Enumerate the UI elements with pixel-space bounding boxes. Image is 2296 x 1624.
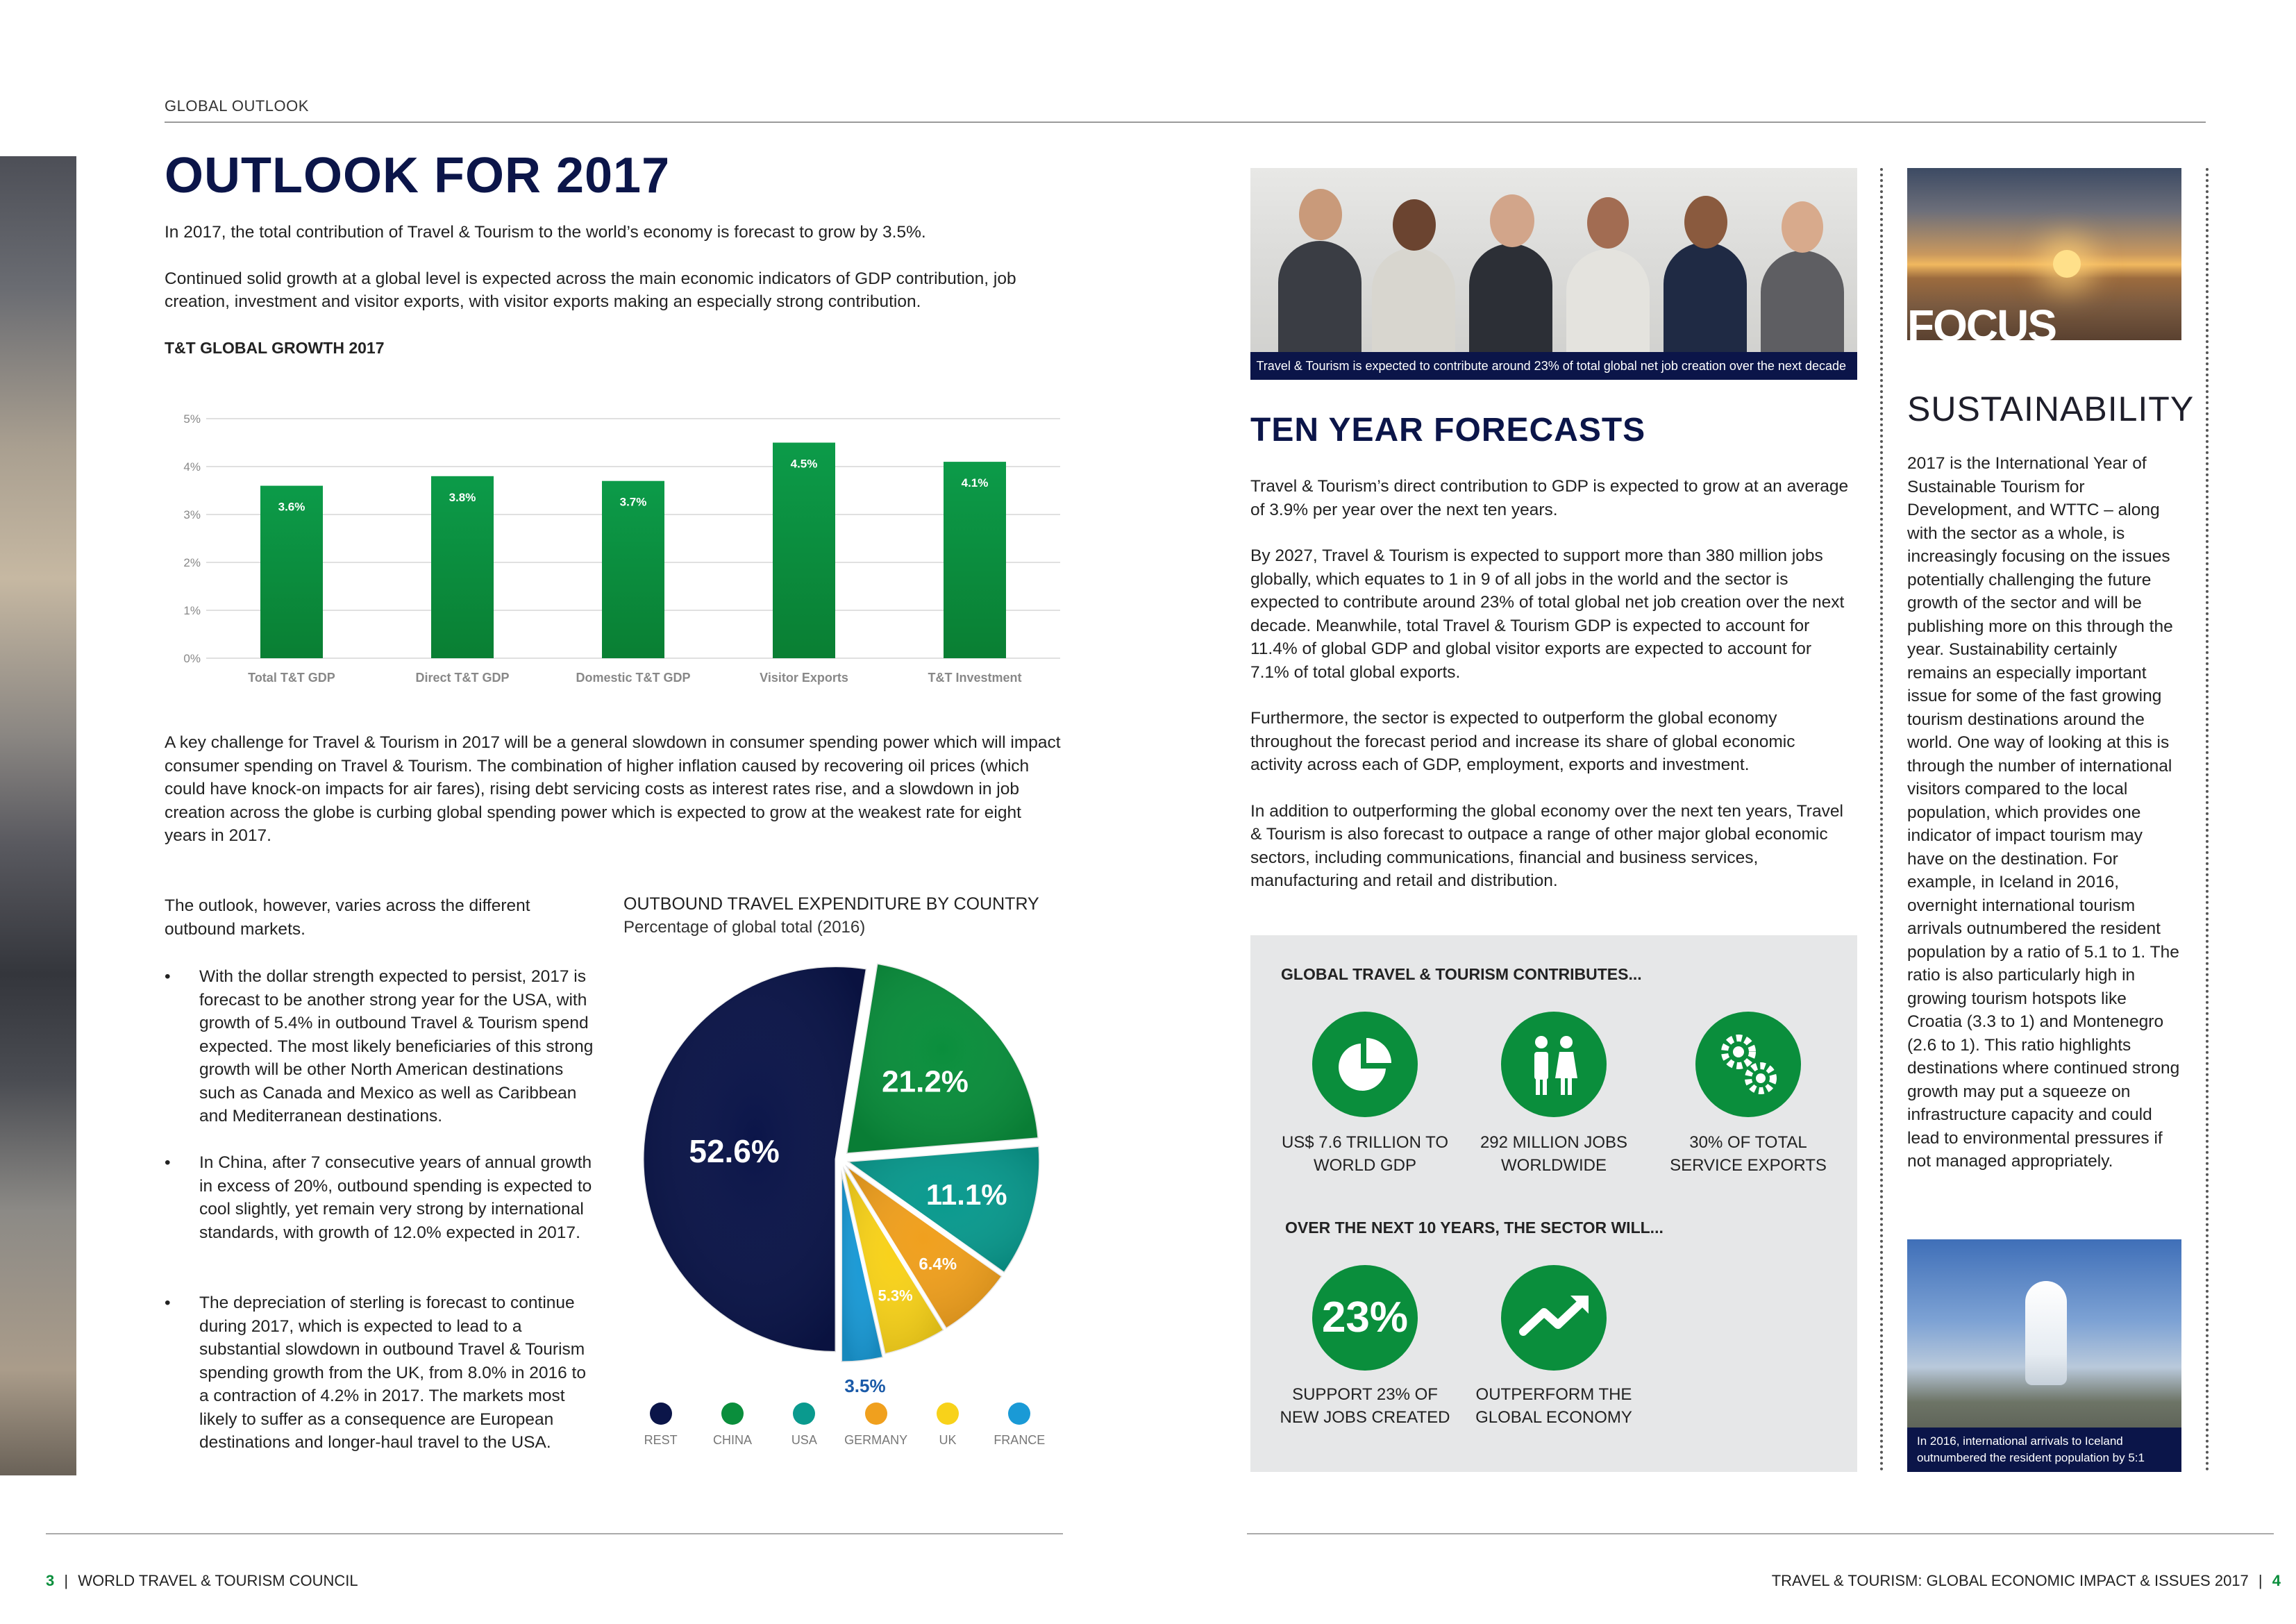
legend-label: GERMANY [844,1433,908,1447]
y-tick-label: 1% [183,604,201,617]
gears-icon [1695,1012,1801,1117]
bar [773,443,835,659]
y-tick-label: 0% [183,652,201,665]
pie-value-label: 5.3% [878,1287,913,1305]
person-head [1299,189,1342,240]
pie-slice-shade [846,963,1039,1153]
bar-category-label: T&T Investment [928,671,1022,685]
bullet-dot: • [165,1153,171,1172]
stat-jobs-line2: WORLDWIDE [1501,1156,1607,1175]
stats-heading-next10: OVER THE NEXT 10 YEARS, THE SECTOR WILL... [1285,1219,1664,1237]
bar-value-label: 3.8% [449,490,476,504]
legend-swatch [650,1403,672,1425]
legend-label: CHINA [712,1433,752,1447]
pie-legend [625,1403,1055,1451]
person-head [1393,199,1436,251]
bullet-uk-text: The depreciation of sterling is forecast to continue during 2017, which is expected to lead to a substantial slowdown in outbound Travel & Tourism spending growth from the UK, from 8.0% in 2016 to a contraction of 4.2% in 2017. The markets most likely to suffer as a consequence are European destinations and longer-haul travel to the USA. [199,1294,586,1452]
bullet-usa [165,965,595,1128]
footer-publisher: WORLD TRAVEL & TOURISM COUNCIL [78,1572,358,1589]
focus-heading: SUSTAINABILITY [1907,390,2195,428]
footer-rule-right [1247,1533,2274,1534]
people-icon [1501,1012,1607,1117]
stat-jobs-line1: 292 MILLION JOBS [1480,1133,1628,1152]
footer-right [1772,1572,2281,1590]
person-head [1490,194,1534,247]
pie-value-label: 52.6% [689,1132,780,1169]
pie-value-label: 3.5% [844,1375,886,1397]
focus-tag: FOCUS [1907,301,2056,351]
legend-item [977,1403,1062,1448]
pie-chart-subtitle: Percentage of global total (2016) [623,918,866,937]
bullet-uk [165,1291,595,1455]
challenge-paragraph: A key challenge for Travel & Tourism in 2017 will be a general slowdown in consumer spending power which will impact consumer spending on Travel & Tourism. The combination of higher inflation caused by recovering oil prices (which could have knock-on impacts for air fares), rising debt servicing costs as interest rates rise, and a slowdown in job creation across the globe is curbing global spending power which is expected to grow at the weakest rate for eight years in 2017. [165,733,1061,845]
pie-value-label: 11.1% [925,1178,1007,1211]
photo-caption: Travel & Tourism is expected to contribute around 23% of total global net job creation over the next decade [1250,352,1857,380]
forecast-paragraph-4: In addition to outperforming the global economy over the next ten years, Travel & Tourism is also forecast to outpace a range of other major global economic sectors, including communications, financial and business services, manufacturing and retail and distribution. [1250,801,1843,890]
legend-swatch [793,1403,815,1425]
stat-outperform-line2: GLOBAL ECONOMY [1475,1408,1632,1427]
bar-value-label: 3.7% [619,495,647,509]
legend-label: UK [939,1433,957,1447]
bullet-dot: • [165,1294,171,1312]
column-divider-right [2206,168,2209,1472]
geyser-caption: In 2016, international arrivals to Iceland outnumbered the resident population by 5:1 [1907,1428,2181,1472]
sun-shape [2053,250,2081,278]
stat-exports [1658,1131,1838,1177]
bar-value-label: 3.6% [278,500,305,514]
stat-new-jobs [1275,1383,1455,1429]
desert-sunset-photo [1907,168,2181,351]
bar-chart [165,389,1067,694]
forecast-paragraph-1: Travel & Tourism’s direct contribution to GDP is expected to grow at an average of 3.9% per year over the next ten years. [1250,477,1849,519]
bullet-dot: • [165,967,171,986]
legend-swatch [721,1403,744,1425]
y-tick-label: 3% [183,508,201,521]
legend-swatch [865,1403,887,1425]
legend-swatch [937,1403,959,1425]
pie-chart [625,951,1055,1397]
page-title: OUTLOOK FOR 2017 [165,148,671,203]
footer-left [46,1572,358,1590]
bar-category-label: Domestic T&T GDP [576,671,691,685]
pie-chart-icon [1312,1012,1418,1117]
stat-gdp [1275,1131,1455,1177]
bar-value-label: 4.5% [790,457,818,471]
y-tick-label: 5% [183,412,201,426]
footer-report-title: TRAVEL & TOURISM: GLOBAL ECONOMIC IMPACT & ISSUES 2017 [1771,1572,2249,1589]
y-tick-label: 2% [183,556,201,569]
stat-gdp-line2: WORLD GDP [1313,1156,1416,1175]
stat-outperform [1464,1383,1644,1429]
legend-swatch [1008,1403,1030,1425]
bar-category-label: Total T&T GDP [248,671,335,685]
footer-rule-left [46,1533,1063,1534]
person-head [1782,201,1823,253]
intro-paragraph-2: Continued solid growth at a global level is expected across the main economic indicators of GDP contribution, job creation, investment and visitor exports, with visitor exports making an especially strong contribution. [165,269,1016,311]
header-rule [165,122,2206,123]
pie-value-label: 6.4% [919,1255,957,1274]
bullet-china-text: In China, after 7 consecutive years of annual growth in excess of 20%, outbound spending is expected to cool slightly, yet remain very strong by international standards, with growth of 12.0% expected in 2017. [199,1153,592,1242]
bar [944,462,1006,658]
focus-body: 2017 is the International Year of Sustainable Tourism for Development, and WTTC – along with the sector as a whole, is increasingly focusing on the issues potentially challenging the future growth of the sector and will be publishing more on this through the year. Sustainability certainly remains an especially important issue for some of the fast growing tourism destinations around the world. One way of looking at this is through the number of international visitors compared to the local population, which provides one indicator of impact tourism may have on the destination. For example, in Iceland in 2016, overnight international tourism arrivals outnumbered the resident population by a ratio of 5.1 to 1. The ratio is also particularly high in growing tourism hotspots like Croatia (3.3 to 1) and Montenegro (2.6 to 1). This ratio highlights destinations where continued strong growth may put a squeeze on infrastructure capacity and could lead to environmental pressures if not managed appropriately. [1907,454,2180,1171]
stat-jobs [1464,1131,1644,1177]
stats-box [1250,935,1857,1472]
business-people-photo [1250,168,1857,380]
trend-up-icon [1501,1265,1607,1371]
geyser-plume [2025,1281,2067,1385]
airplane-wing-photo [0,156,76,1475]
footer-separator: | [64,1572,69,1589]
section-label: GLOBAL OUTLOOK [165,97,309,115]
intro-paragraph-1: In 2017, the total contribution of Travel & Tourism to the world’s economy is forecast to grow by 3.5%. [165,223,926,242]
bar-category-label: Visitor Exports [760,671,848,685]
bar-category-label: Direct T&T GDP [415,671,510,685]
geyser-photo [1907,1239,2181,1472]
stat-gdp-line1: US$ 7.6 TRILLION TO [1281,1133,1449,1152]
bar-value-label: 4.1% [961,476,989,490]
stat-exports-line2: SERVICE EXPORTS [1670,1156,1827,1175]
person-head [1587,197,1629,249]
forecast-paragraph-2: By 2027, Travel & Tourism is expected to support more than 380 million jobs globally, which equates to 1 in 9 of all jobs in the world and the sector is expected to contribute around 23% of total global net job creation over the next decade. Meanwhile, total Travel & Tourism GDP is expected to account for 11.4% of global GDP and global visitor exports are expected to account for 7.1% of total global exports. [1250,546,1845,682]
legend-label: REST [644,1433,678,1447]
person-head [1684,196,1727,249]
y-tick-label: 4% [183,460,201,474]
stat-outperform-line1: OUTPERFORM THE [1475,1385,1632,1404]
column-divider-left [1880,168,1883,1472]
section-title: TEN YEAR FORECASTS [1250,412,1646,449]
legend-label: FRANCE [994,1433,1046,1447]
pie-chart-title: OUTBOUND TRAVEL EXPENDITURE BY COUNTRY [623,894,1039,914]
bar-chart-title: T&T GLOBAL GROWTH 2017 [165,339,385,357]
bullet-usa-text: With the dollar strength expected to persist, 2017 is forecast to be another strong year for the USA, with growth of 5.4% in outbound Travel & Tourism spend expected. The most likely beneficiaries of this strong growth will be other North American destinations such as Canada and Mexico as well as Caribbean and Mediterranean destinations. [199,967,594,1125]
footer-separator: | [2258,1572,2263,1589]
pie-value-label: 21.2% [882,1064,969,1099]
stat-exports-line1: 30% OF TOTAL [1689,1133,1807,1152]
forecast-paragraph-3: Furthermore, the sector is expected to outperform the global economy throughout the forecast period and increase its share of global economic activity across each of GDP, employment, exports and investment. [1250,709,1795,774]
stats-heading-contributes: GLOBAL TRAVEL & TOURISM CONTRIBUTES... [1281,965,1642,983]
page-number-right: 4 [2272,1572,2281,1589]
stat-new-jobs-line2: NEW JOBS CREATED [1280,1408,1450,1427]
stat-new-jobs-line1: SUPPORT 23% OF [1292,1385,1438,1404]
page-number-left: 3 [46,1572,55,1589]
legend-label: USA [791,1433,817,1447]
jobs-percent-icon: 23% [1312,1265,1418,1371]
bullet-china [165,1151,595,1244]
outlook-intro: The outlook, however, varies across the different outbound markets. [165,896,530,939]
